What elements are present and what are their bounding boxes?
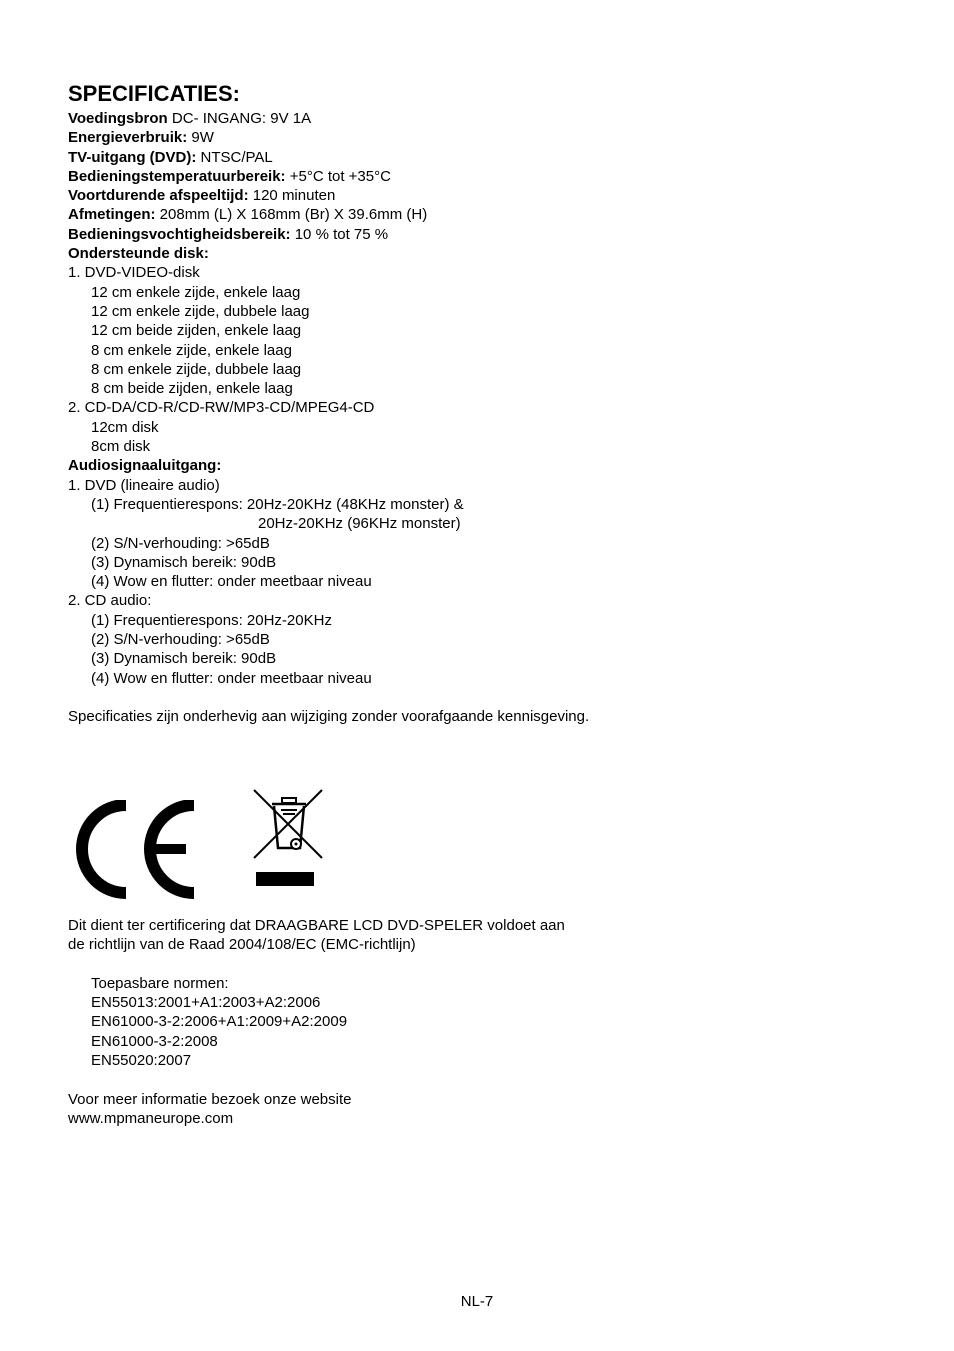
norms-heading: Toepasbare normen: (91, 974, 229, 992)
audio-subitem: (2) S/N-verhouding: >65dB (91, 631, 270, 649)
info-text: Voor meer informatie bezoek onze website (68, 1090, 352, 1108)
page-title: SPECIFICATIES: (68, 81, 240, 106)
disk-subitem: 8 cm beide zijden, enkele laag (91, 380, 293, 398)
disk-item: 2. CD-DA/CD-R/CD-RW/MP3-CD/MPEG4-CD (68, 399, 375, 417)
spec-row-tv-output: TV-uitgang (DVD): NTSC/PAL (68, 148, 273, 166)
disk-item: 1. DVD-VIDEO-disk (68, 264, 200, 282)
website-url: www.mpmaneurope.com (68, 1109, 234, 1127)
spec-row-power: Voedingsbron DC- INGANG: 9V 1A (68, 110, 312, 127)
spec-row-playtime: Voortdurende afspeeltijd: 120 minuten (68, 187, 336, 205)
disk-subitem: 8cm disk (91, 438, 151, 456)
disk-subitem: 12 cm enkele zijde, dubbele laag (91, 302, 310, 320)
audio-subitem: (3) Dynamisch bereik: 90dB (91, 650, 277, 668)
spacer (68, 1070, 908, 1089)
audio-subitem: (1) Frequentierespons: 20Hz-20KHz (48KHz monster) & (91, 495, 464, 513)
spec-row-consumption: Energieverbruik: 9W (68, 129, 214, 147)
spacer (68, 955, 908, 974)
disk-subitem: 8 cm enkele zijde, dubbele laag (91, 360, 302, 378)
specifications-section (68, 80, 908, 727)
compliance-logos (74, 786, 334, 892)
audio-item-dvd: 1. DVD (lineaire audio) (68, 476, 220, 494)
audio-subitem-continued: 20Hz-20KHz (96KHz monster) (258, 515, 461, 533)
disk-heading: Ondersteunde disk: (68, 245, 209, 263)
norm-item: EN61000-3-2:2008 (91, 1032, 218, 1050)
notice-text: Specificaties zijn onderhevig aan wijziging zonder voorafgaande kennisgeving. (68, 708, 590, 726)
norm-item: EN61000-3-2:2006+A1:2009+A2:2009 (91, 1013, 348, 1031)
disk-subitem: 12cm disk (91, 418, 159, 436)
disk-subitem: 12 cm enkele zijde, enkele laag (91, 283, 301, 301)
spec-row-humidity: Bedieningsvochtigheidsbereik: 10 % tot 75 % (68, 225, 389, 243)
cert-text: de richtlijn van de Raad 2004/108/EC (EMC-richtlijn) (68, 936, 416, 954)
audio-heading: Audiosignaaluitgang: (68, 457, 222, 475)
audio-subitem: (4) Wow en flutter: onder meetbaar niveau (91, 573, 372, 591)
disk-subitem: 12 cm beide zijden, enkele laag (91, 322, 302, 340)
norm-item: EN55020:2007 (91, 1052, 192, 1070)
certification-section (68, 916, 908, 1128)
weee-crossed-bin-icon (250, 786, 330, 892)
cert-text: Dit dient ter certificering dat DRAAGBARE LCD DVD-SPELER voldoet aan (68, 917, 565, 934)
audio-subitem: (3) Dynamisch bereik: 90dB (91, 553, 277, 571)
spec-row-dimensions: Afmetingen: 208mm (L) X 168mm (Br) X 39.6mm (H) (68, 206, 428, 224)
disk-subitem: 8 cm enkele zijde, enkele laag (91, 341, 292, 359)
norm-item: EN55013:2001+A1:2003+A2:2006 (91, 994, 321, 1012)
audio-item-cd: 2. CD audio: (68, 592, 152, 610)
audio-subitem: (2) S/N-verhouding: >65dB (91, 534, 270, 552)
spacer (68, 688, 908, 707)
audio-subitem: (4) Wow en flutter: onder meetbaar niveau (91, 669, 372, 687)
page-number: NL-7 (460, 1293, 494, 1310)
audio-subitem: (1) Frequentierespons: 20Hz-20KHz (91, 611, 332, 629)
spec-row-temperature: Bedieningstemperatuurbereik: +5°C tot +35°C (68, 167, 391, 185)
